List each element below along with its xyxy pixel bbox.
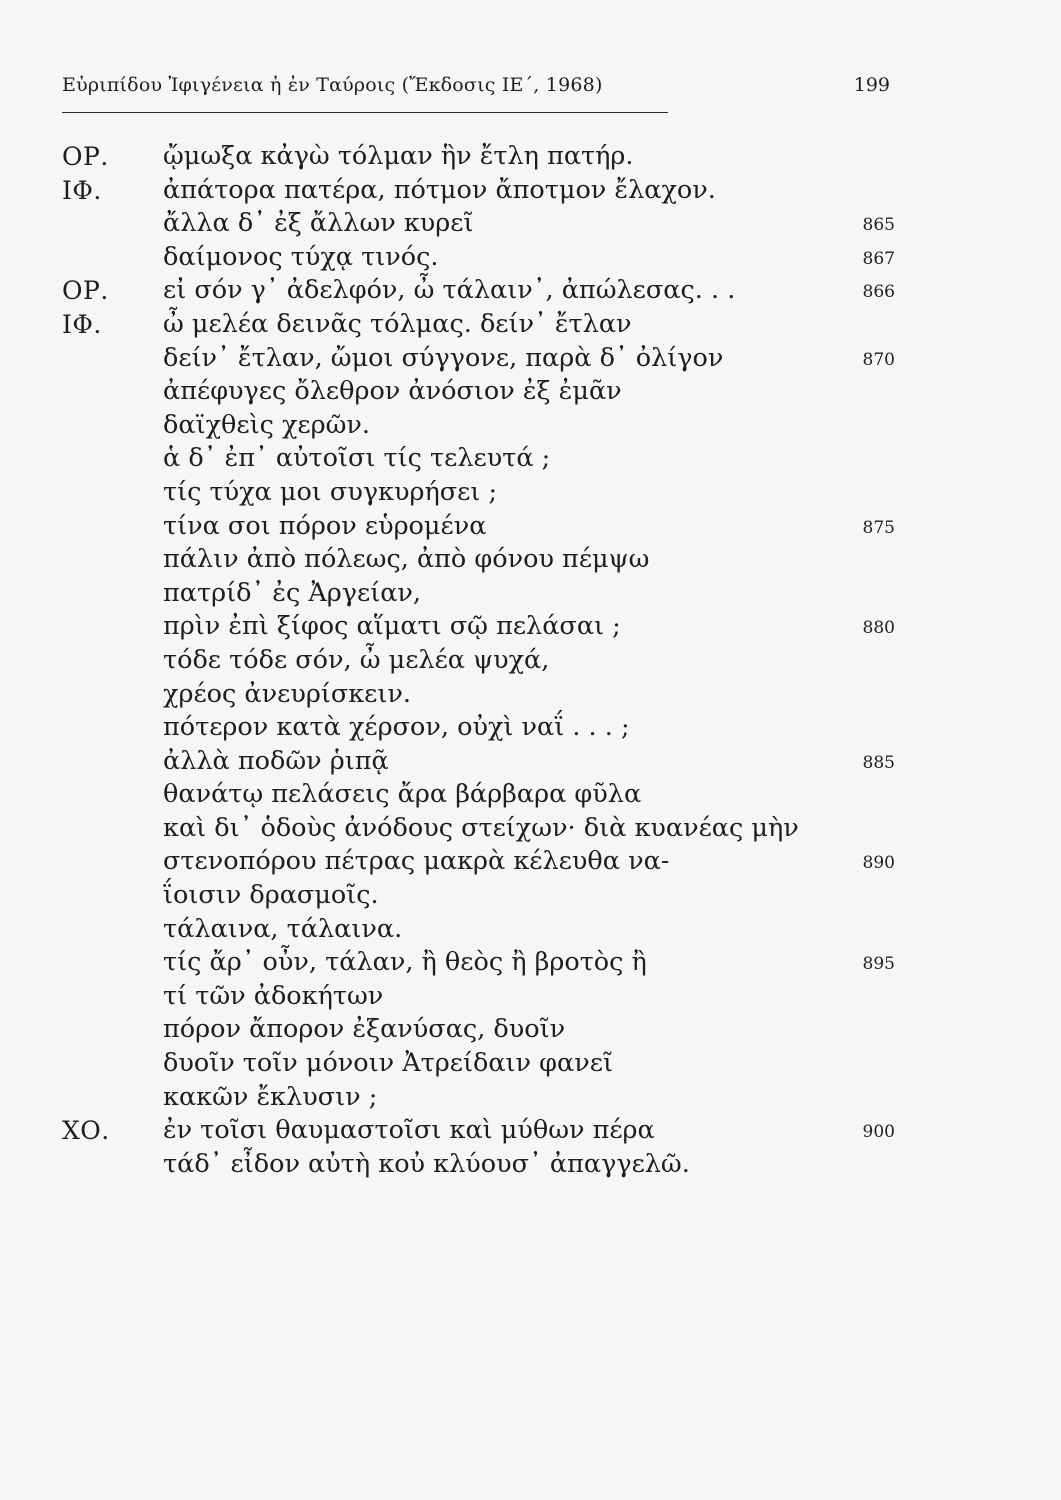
line-number: 866	[862, 282, 895, 303]
speaker-label: ΧΟ.	[62, 1116, 110, 1146]
verse-line	[0, 644, 1061, 678]
verse-line	[0, 543, 1061, 577]
verse-text: τίς τύχα μοι συγκυρήσει ;	[163, 476, 498, 507]
line-number: 895	[862, 954, 895, 975]
verse-text: πάλιν ἀπὸ πόλεως, ἀπὸ φόνου πέμψω	[163, 544, 650, 575]
line-number: 865	[862, 215, 895, 236]
verse-line	[0, 375, 1061, 409]
verse-text: ἄλλα δ᾿ ἐξ ἄλλων κυρεῖ	[163, 208, 474, 239]
verse-text: ἀπέφυγες ὄλεθρον ἀνόσιον ἐξ ἐμᾶν	[163, 376, 622, 407]
verse-text: ἐν τοῖσι θαυμαστοῖσι καὶ μύθων πέρα	[163, 1115, 655, 1146]
verse-line	[0, 711, 1061, 745]
verse-line	[0, 174, 1061, 208]
verse-text: κακῶν ἔκλυσιν ;	[163, 1081, 378, 1112]
verse-text: εἰ σόν γ᾿ ἀδελφόν, ὦ τάλαιν᾿, ἀπώλεσας. . .	[163, 275, 736, 306]
verse-line	[0, 409, 1061, 443]
verse-line	[0, 610, 1061, 644]
line-number: 885	[862, 752, 895, 773]
line-number: 870	[862, 349, 895, 370]
verse-line	[0, 241, 1061, 275]
verse-line	[0, 510, 1061, 544]
verse-text: πότερον κατὰ χέρσον, οὐχὶ ναΐ . . . ;	[163, 712, 630, 743]
verse-line	[0, 207, 1061, 241]
verse-line	[0, 678, 1061, 712]
verse-text: θανάτῳ πελάσεις ἄρα βάρβαρα φῦλα	[163, 779, 642, 810]
speaker-label: ΟΡ.	[62, 276, 109, 306]
verse-text: ἀπάτορα πατέρα, πότμον ἄποτμον ἔλαχον.	[163, 174, 716, 205]
verse-text: δυοῖν τοῖν μόνοιν Ἀτρείδαιν φανεῖ	[163, 1048, 613, 1079]
verse-text: τάδ᾿ εἶδον αὐτὴ κοὐ κλύουσ᾿ ἀπαγγελῶ.	[163, 1148, 690, 1179]
verse-line	[0, 1114, 1061, 1148]
verse-line	[0, 308, 1061, 342]
verse-line	[0, 1013, 1061, 1047]
verse-line	[0, 442, 1061, 476]
verse-text: πατρίδ᾿ ἐς Ἀργείαν,	[163, 577, 422, 608]
verse-text: καὶ δι᾿ ὁδοὺς ἀνόδους στείχων· διὰ κυανέας μὴν	[163, 812, 799, 843]
verse-line	[0, 1148, 1061, 1182]
verse-text: δείν᾿ ἔτλαν, ὤμοι σύγγονε, παρὰ δ᾿ ὀλίγον	[163, 342, 724, 373]
verse-text: ΐοισιν δρασμοῖς.	[163, 880, 379, 911]
verse-text: τί τῶν ἀδοκήτων	[163, 980, 384, 1011]
verse-text: πόρον ἄπορον ἐξανύσας, δυοῖν	[163, 1014, 566, 1045]
verse-line	[0, 946, 1061, 980]
verse-line	[0, 745, 1061, 779]
verse-line	[0, 1081, 1061, 1115]
line-number: 875	[862, 517, 895, 538]
verse-text: τόδε τόδε σόν, ὦ μελέα ψυχά,	[163, 644, 550, 675]
verse-line	[0, 845, 1061, 879]
running-header	[62, 74, 890, 104]
verse-line	[0, 980, 1061, 1014]
verse-text: χρέος ἀνευρίσκειν.	[163, 678, 411, 709]
header-title: Εὐριπίδου Ἰφιγένεια ἡ ἐν Ταύροις (Ἔκδοσις ΙΕ΄, 1968)	[62, 74, 603, 96]
line-number: 867	[862, 248, 895, 269]
speaker-label: ΙΦ.	[62, 309, 102, 339]
verse-line	[0, 1047, 1061, 1081]
header-rule	[62, 112, 668, 113]
verse-line	[0, 342, 1061, 376]
verse-text: τίς ἄρ᾿ οὖν, τάλαν, ἢ θεὸς ἢ βροτὸς ἢ	[163, 947, 647, 978]
verse-line	[0, 879, 1061, 913]
speaker-label: ΙΦ.	[62, 175, 102, 205]
verse-text: ὦ μελέα δεινᾶς τόλμας. δείν᾿ ἔτλαν	[163, 308, 632, 339]
verse-line	[0, 274, 1061, 308]
verse-line	[0, 812, 1061, 846]
verse-line	[0, 140, 1061, 174]
verse-line	[0, 778, 1061, 812]
page-number: 199	[853, 74, 890, 96]
verse-text: στενοπόρου πέτρας μακρὰ κέλευθα να-	[163, 846, 670, 877]
verse-text: τάλαινα, τάλαινα.	[163, 913, 403, 944]
line-number: 880	[862, 618, 895, 639]
line-number: 890	[862, 853, 895, 874]
speaker-label: ΟΡ.	[62, 142, 109, 171]
verse-line	[0, 476, 1061, 510]
verse-text: δαίμονος τύχᾳ τινός.	[163, 241, 439, 272]
verse-line	[0, 577, 1061, 611]
verse-text: ἀλλὰ ποδῶν ῥιπᾷ	[163, 745, 389, 776]
verse-block	[0, 140, 1061, 1181]
verse-line	[0, 913, 1061, 947]
verse-text: δαϊχθεὶς χερῶν.	[163, 409, 371, 440]
verse-text: τίνα σοι πόρον εὑρομένα	[163, 510, 487, 541]
verse-text: πρὶν ἐπὶ ξίφος αἵματι σῷ πελάσαι ;	[163, 611, 621, 642]
line-number: 900	[862, 1122, 895, 1143]
verse-text: ᾤμωξα κἀγὼ τόλμαν ἣν ἔτλη πατήρ.	[163, 141, 634, 171]
verse-text: ἁ δ᾿ ἐπ᾿ αὐτοῖσι τίς τελευτά ;	[163, 443, 551, 474]
